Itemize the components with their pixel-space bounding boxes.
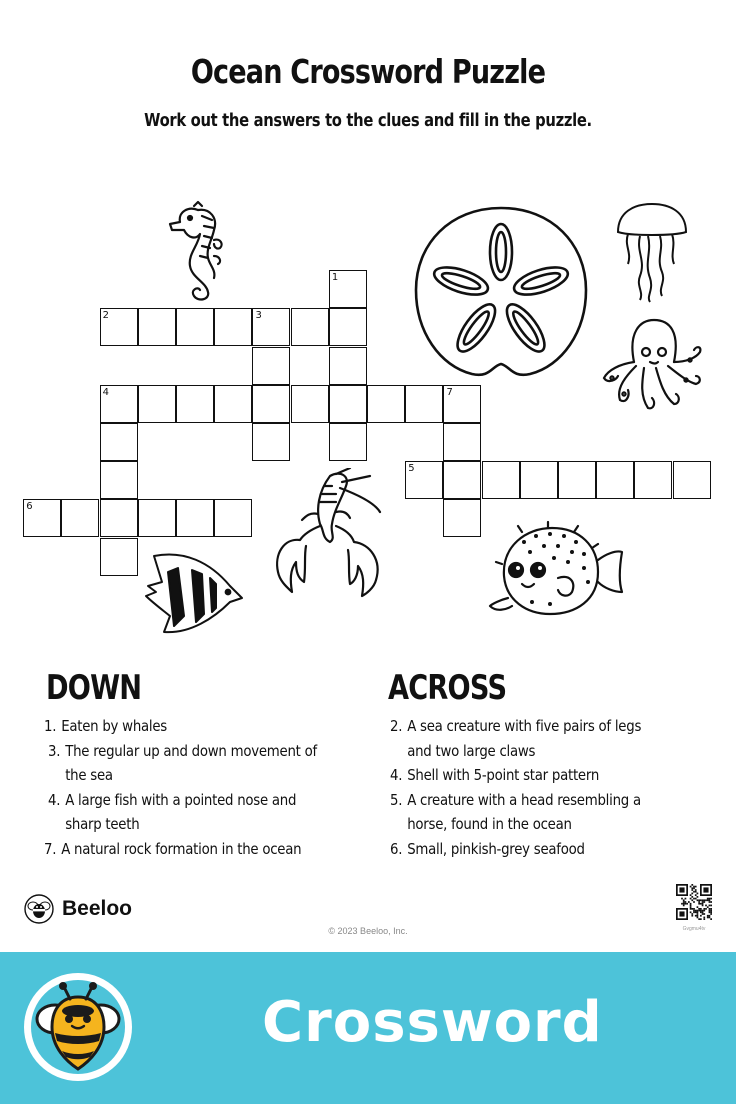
grid-number: 6 — [26, 501, 33, 513]
grid-cell[interactable] — [100, 538, 138, 576]
grid-cell[interactable] — [443, 385, 481, 423]
grid-number: 2 — [102, 310, 110, 322]
grid-cell[interactable] — [329, 347, 367, 385]
grid-cell[interactable] — [100, 308, 138, 346]
grid-cell[interactable] — [443, 499, 481, 537]
grid-number: 5 — [408, 463, 415, 475]
grid-cell[interactable] — [634, 461, 672, 499]
clue-text: A natural rock formation in the ocean — [61, 839, 302, 858]
grid-cell[interactable] — [100, 385, 138, 423]
octopus-icon — [600, 318, 706, 414]
footer-banner — [0, 952, 736, 1104]
qr-code-label: Gvgmu4tv — [682, 926, 706, 932]
grid-cell[interactable] — [291, 308, 329, 346]
page-subtitle: Work out the answers to the clues and fill in the puzzle. — [144, 110, 592, 131]
pufferfish-icon — [488, 520, 626, 624]
grid-cell[interactable] — [329, 385, 367, 423]
grid-cell[interactable] — [214, 308, 252, 346]
sand-dollar-icon — [412, 204, 590, 380]
clue-text: Shell with 5-point star pattern — [407, 766, 600, 784]
grid-cell[interactable] — [100, 461, 138, 499]
grid-number: 4 — [102, 386, 110, 398]
grid-cell[interactable] — [138, 499, 176, 537]
grid-number: 1 — [331, 272, 339, 284]
clue-down-1 — [44, 714, 328, 739]
beeloo-brand — [24, 894, 132, 924]
clue-text: A sea creature with five pairs of legs and two large claws — [407, 717, 642, 760]
grid-cell[interactable] — [176, 385, 214, 423]
grid-cell[interactable] — [252, 423, 290, 461]
brand-name: Beeloo — [62, 897, 133, 920]
angelfish-icon — [144, 546, 246, 642]
clue-number: 4. — [390, 766, 403, 784]
down-heading: DOWN — [46, 668, 142, 708]
grid-cell[interactable] — [176, 308, 214, 346]
grid-cell[interactable] — [558, 461, 596, 499]
clue-across-6 — [390, 837, 657, 862]
seahorse-icon — [168, 200, 226, 304]
grid-cell[interactable] — [673, 461, 711, 499]
grid-cell[interactable] — [482, 461, 520, 499]
clue-number: 1. — [44, 717, 57, 735]
clue-text: Small, pinkish-grey seafood — [407, 839, 585, 858]
clue-across-5 — [390, 788, 657, 837]
clue-down-4 — [48, 788, 315, 837]
grid-cell[interactable] — [100, 499, 138, 537]
grid-cell[interactable] — [252, 347, 290, 385]
grid-cell[interactable] — [214, 385, 252, 423]
grid-number: 3 — [255, 310, 262, 322]
clue-number: 7. — [44, 839, 57, 858]
bee-logo-icon — [24, 894, 54, 924]
grid-cell[interactable] — [367, 385, 405, 423]
grid-cell[interactable] — [405, 461, 443, 499]
grid-cell[interactable] — [214, 499, 252, 537]
clue-number: 5. — [390, 790, 403, 809]
page-title: Ocean Crossword Puzzle — [190, 52, 546, 91]
down-clue-list — [44, 714, 374, 861]
grid-cell[interactable] — [252, 308, 290, 346]
grid-cell[interactable] — [443, 461, 481, 499]
grid-cell[interactable] — [252, 385, 290, 423]
clue-number: 3. — [48, 741, 61, 760]
clue-text: The regular up and down movement of the sea — [65, 741, 317, 784]
clue-number: 4. — [48, 790, 61, 809]
grid-cell[interactable] — [596, 461, 634, 499]
grid-cell[interactable] — [100, 423, 138, 461]
clue-down-7 — [44, 837, 328, 862]
clue-down-3 — [48, 739, 332, 788]
grid-cell[interactable] — [329, 308, 367, 346]
jellyfish-icon — [614, 202, 690, 306]
grid-cell[interactable] — [329, 423, 367, 461]
grid-cell[interactable] — [329, 270, 367, 308]
grid-cell[interactable] — [138, 308, 176, 346]
bee-badge-icon — [22, 971, 134, 1083]
clue-text: Eaten by whales — [61, 717, 167, 735]
across-heading: ACROSS — [388, 668, 507, 708]
grid-cell[interactable] — [138, 385, 176, 423]
grid-cell[interactable] — [405, 385, 443, 423]
grid-cell[interactable] — [291, 385, 329, 423]
clue-across-2 — [390, 714, 657, 763]
footer-label: Crossword — [262, 990, 603, 1055]
lobster-icon — [270, 468, 386, 600]
grid-cell[interactable] — [176, 499, 214, 537]
grid-cell[interactable] — [520, 461, 558, 499]
clue-across-4 — [390, 763, 657, 788]
qr-code-icon — [676, 884, 712, 920]
clue-text: A creature with a head resembling a horse, found in the ocean — [407, 790, 641, 833]
grid-cell[interactable] — [61, 499, 99, 537]
copyright: © 2023 Beeloo, Inc. — [328, 926, 408, 936]
clue-number: 2. — [390, 717, 403, 735]
clue-text: A large fish with a pointed nose and sharp teeth — [65, 790, 297, 833]
clue-number: 6. — [390, 839, 403, 858]
grid-cell[interactable] — [23, 499, 61, 537]
grid-cell[interactable] — [443, 423, 481, 461]
across-clue-list — [390, 714, 700, 861]
grid-number: 7 — [446, 386, 453, 398]
